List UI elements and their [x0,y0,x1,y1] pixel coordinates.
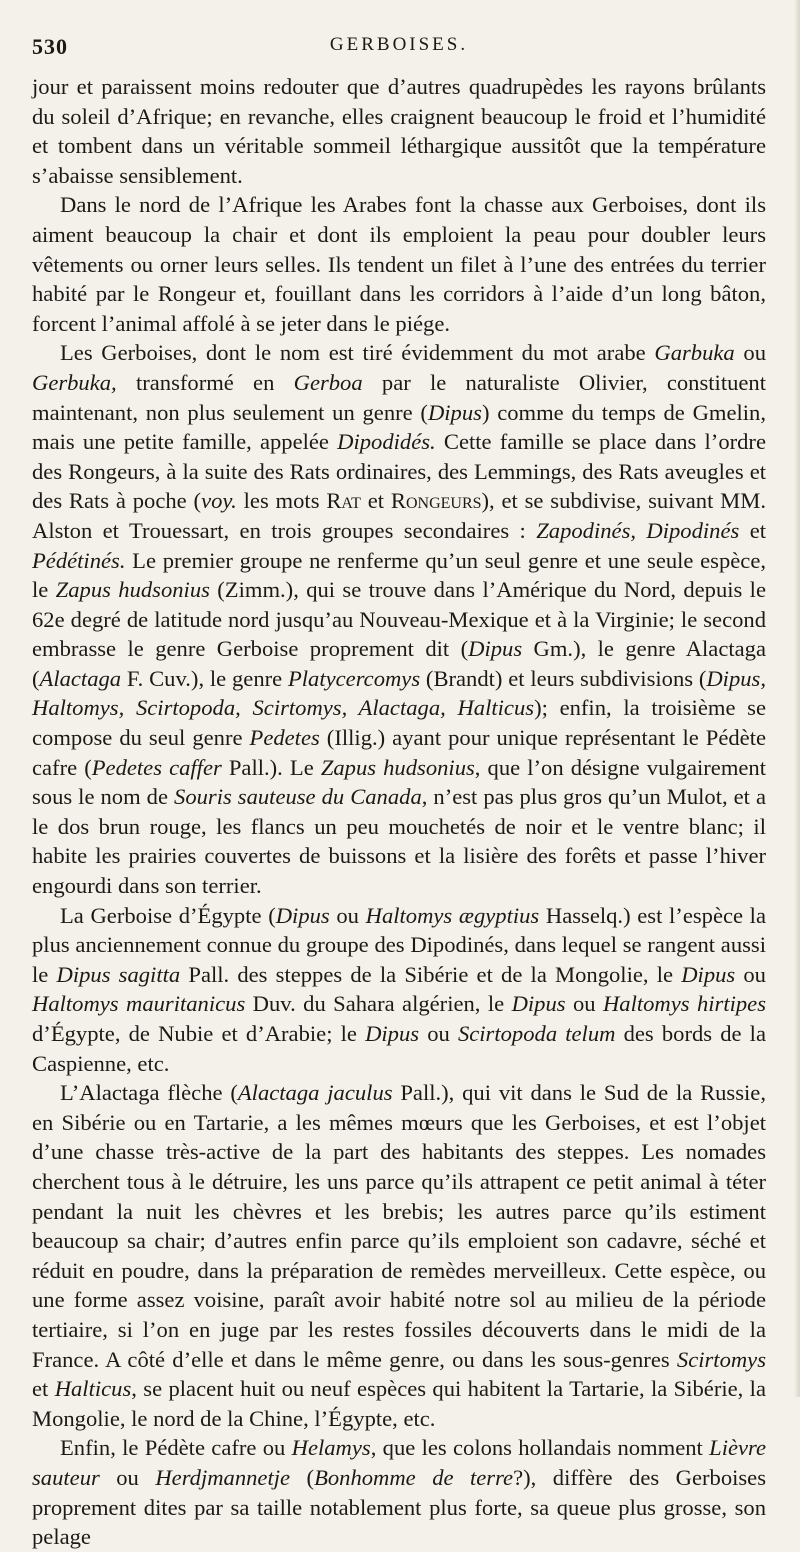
body-text [32,72,766,1552]
small-caps-text: Rat [326,488,361,514]
italic-text: Dipus [681,961,736,987]
italic-text: Dipus, Haltomys, Scirtopoda, Scirtomys, Alactaga, Halticus [32,665,766,721]
text-run: (Illig.) ayant pour unique représentant le Pédète cafre ( [32,725,766,780]
italic-text: Gerbuka, [32,369,117,395]
italic-text: Dipus [468,636,523,662]
text-run: des bords de la Caspienne, etc. [32,1021,766,1076]
italic-text: Halticus [54,1376,132,1402]
italic-text: Pedetes [249,725,320,751]
text-run: ou [735,961,766,987]
text-run: ), et se subdivise, suivant MM. Alston et Trouessart, en trois groupes secondaires : [32,488,767,543]
text-run: , que l’on désigne vulgairement sous le nom de [32,754,766,810]
paragraph [32,901,766,1079]
italic-text: Lièvre sauteur [32,1435,767,1490]
page-header [32,34,766,64]
text-run: (Zimm.), qui se trouve dans l’Amérique du Nord, depuis le 62e degré de latitude nord jusqu’au Nouveau-Mexique et à la Virginie; le second embrasse le genre Gerboise proprement dit ( [32,577,766,662]
italic-text: Haltomys mauritanicus [32,991,246,1017]
text-run: La Gerboise d’Égypte ( [60,902,276,928]
text-run: F. Cuv.), le genre [121,665,288,691]
italic-text: Scirtomys [676,1346,766,1372]
text-run: ou [565,991,603,1017]
italic-text: Haltomys ægyptius [365,902,540,928]
text-run: ) comme du temps de Gmelin, mais une petite famille, appelée [32,399,766,455]
text-run: L’Alactaga flèche ( [60,1080,238,1106]
paragraph [32,338,766,900]
page-edge [794,0,800,1397]
italic-text: Bonhomme de terre [314,1464,514,1490]
italic-text: Garbuka [654,340,735,366]
text-run: Enfin, le Pédète cafre ou [60,1435,292,1461]
text-run: ou [99,1464,156,1490]
italic-text: Alactaga [39,665,122,691]
italic-text: Platycercomys [287,665,421,691]
text-run: ou [329,902,366,928]
text-run: ou [734,340,766,366]
italic-text: Zapus hudsonius [55,577,210,603]
text-run: par le naturaliste Olivier, constituent maintenant, non plus seulement un genre ( [32,369,766,425]
italic-text: Herdjmannetje [155,1464,291,1490]
paragraph [32,1078,766,1433]
text-run: Duv. du Sahara algérien, le [245,991,512,1017]
text-run: Gm.), le genre Alactaga ( [32,636,766,691]
text-run: Pall. des steppes de la Sibérie et de la Mongolie, le [180,961,682,987]
italic-text: Souris sauteuse du Canada [174,784,422,810]
text-run: Pall.). Le [221,754,321,780]
text-run: Pall.), qui vit dans le Sud de la Russie, en Sibérie ou en Tartarie, a les mêmes mœurs que les Gerboises, et est l’objet d’une chasse très-active de la part des habitants des steppes. Les nomades cherchent tous à le détruire, les uns parce qu’ils attrapent ce petit animal à téter pendant la nuit les chèvres et les brebis; les autres parce qu’ils estiment beaucoup sa chair; d’autres enfin parce qu’ils emploient son cadavre, séché et réduit en poudre, dans la préparation de remèdes merveilleux. Cette espèce, ou une forme assez voisine, paraît avoir habité notre sol au milieu de la période tertiaire, si l’on en juge par les restes fossiles découverts dans le midi de la France. A côté d’elle et dans le même genre, ou dans les sous-genres [32,1080,766,1372]
text-run: , n’est pas plus gros qu’un Mulot, et a le dos brun rouge, les flancs un peu mouchetés de noir et le ventre blanc; il habite les prairies couvertes de buissons et la lisière des forêts et passe l’hiver engourdi dans son terrier. [32,784,766,899]
text-run: ou [419,1021,458,1046]
italic-text: Pédétinés. [32,547,126,573]
text-run: Cette famille se place dans l’ordre des Rongeurs, à la suite des Rats ordinaires, des Lemmings, des Rats aveugles et des Rats à poche ( [32,429,766,514]
text-run: jour et paraissent moins redouter que d’autres quadrupèdes les rayons brûlants du soleil d’Afrique; en revanche, elles craignent beaucoup le froid et l’humidité et tombent dans un véritable sommeil léthargique aussitôt que la température s’abaisse sensiblement. [32,74,766,188]
italic-text: Pedetes caffer [91,754,222,780]
text-run: Les Gerboises, dont le nom est tiré évidemment du mot arabe [60,340,655,366]
italic-text: Dipus [427,399,482,425]
text-run: ?), diffère des Gerboises proprement dites par sa taille notablement plus forte, sa queue plus grosse, son pelage [32,1464,767,1550]
text-run: ); enfin, la troisième se compose du seul genre [32,695,767,751]
text-run: d’Égypte, de Nubie et d’Arabie; le [32,1021,366,1046]
paragraph [32,72,766,190]
italic-text: Dipus sagitta [56,961,181,987]
italic-text: Gerboa [293,369,363,395]
italic-text: Dipodidés. [337,429,436,455]
text-run: et [739,517,766,543]
text-run: Hasselq.) est l’espèce la plus anciennement connue du groupe des Dipodinés, dans lequel se rangent aussi le [32,902,766,987]
running-head: GERBOISES. [329,34,469,55]
italic-text: Haltomys hirtipes [602,991,766,1017]
text-run: Dans le nord de l’Afrique les Arabes font la chasse aux Gerboises, dont ils aiment beaucoup la chair et dont ils emploient la peau pour doubler leurs vêtements ou orner leurs selles. Ils tendent un filet à l’une des entrées du terrier habité par le Rongeur et, fouillant dans les corridors à l’aide d’un long bâton, forcent l’animal affolé à se jeter dans le piége. [32,192,766,336]
italic-text: Dipus [275,902,330,928]
text-run: ( [290,1464,315,1490]
italic-text: Dipus [365,1021,420,1046]
text-run: et [32,1376,55,1402]
text-run: , se placent huit ou neuf espèces qui habitent la Tartarie, la Sibérie, la Mongolie, le nord de la Chine, l’Égypte, etc. [32,1376,766,1431]
text-run: (Brandt) et leurs subdivisions ( [420,665,707,691]
text-run: transformé en [116,369,294,395]
italic-text: Helamys [291,1435,371,1461]
italic-text: Zapus hudsonius [320,754,475,780]
text-run: les mots [236,488,327,514]
text-run: Le premier groupe ne renferme qu’un seul genre et une seule espèce, le [32,547,766,603]
italic-text: Alactaga jaculus [237,1080,393,1106]
italic-text: Dipus [511,991,566,1017]
paragraph [32,190,766,338]
page-number: 530 [32,34,68,59]
italic-text: Scirtopoda telum [457,1021,616,1046]
text-run: , que les colons hollandais nomment [370,1435,710,1461]
italic-text: voy. [201,488,237,514]
italic-text: Zapodinés, Dipodinés [536,517,740,543]
text-run: et [360,488,391,514]
paragraph [32,1433,766,1551]
small-caps-text: Rongeurs [390,488,482,514]
